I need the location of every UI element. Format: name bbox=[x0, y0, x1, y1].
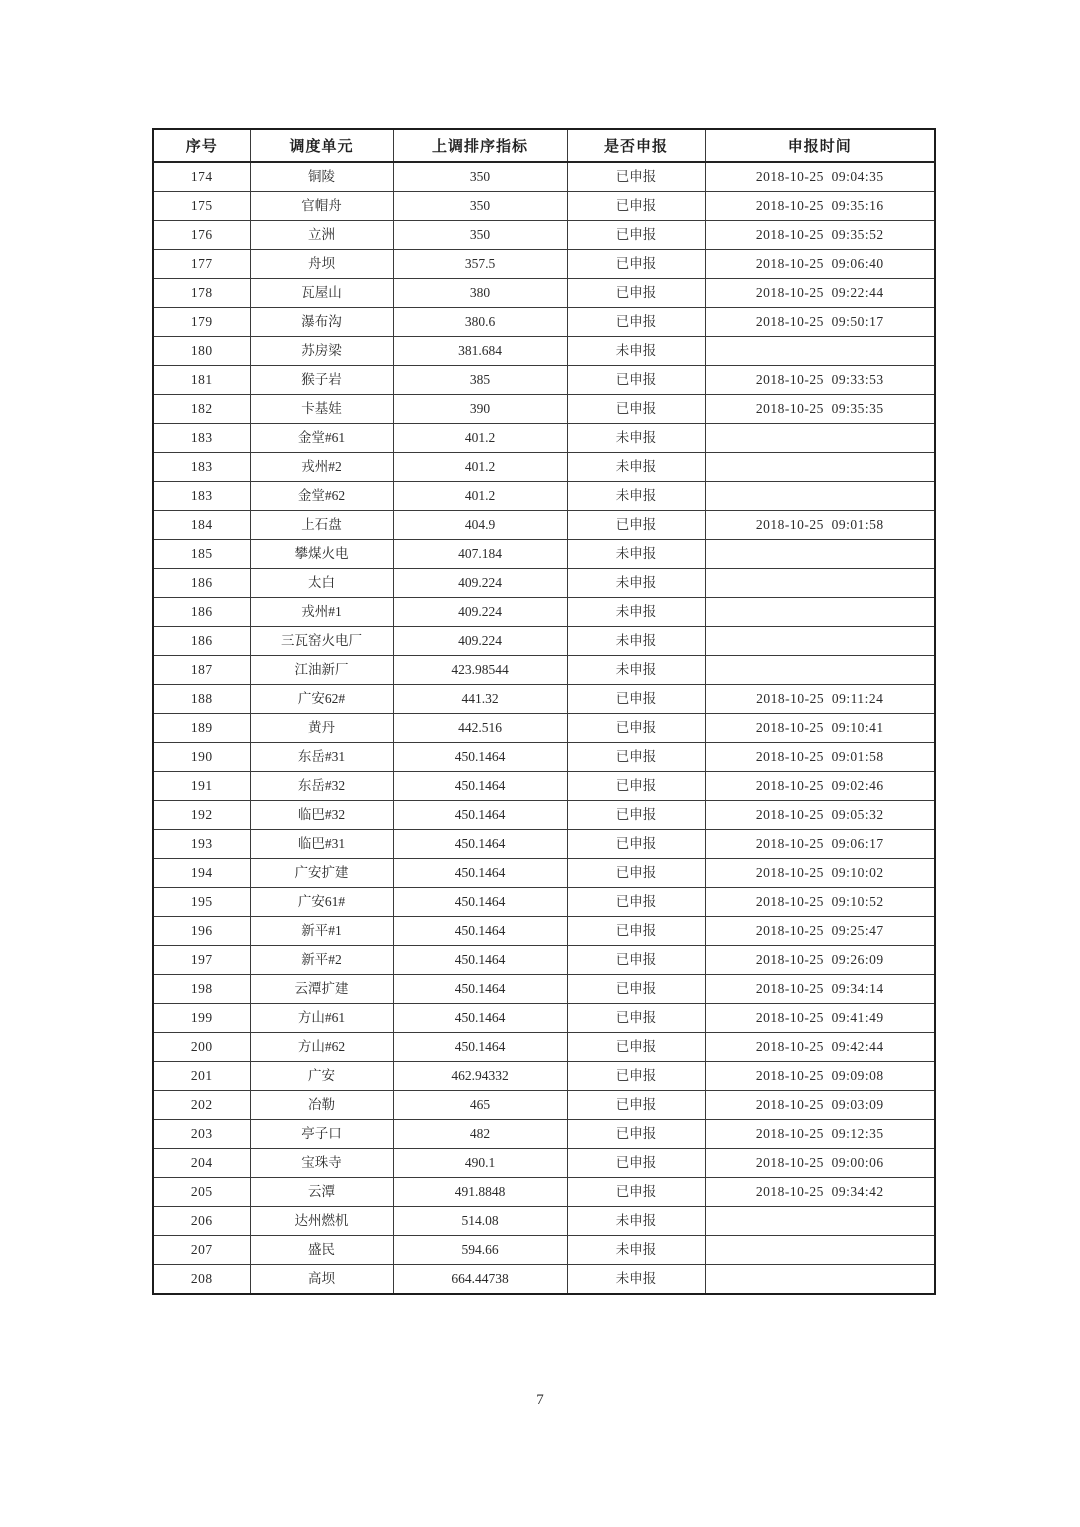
cell-declared: 已申报 bbox=[567, 685, 705, 714]
cell-index: 177 bbox=[153, 250, 250, 279]
cell-indicator: 390 bbox=[393, 395, 567, 424]
table-row bbox=[153, 1004, 935, 1033]
cell-declared: 已申报 bbox=[567, 1120, 705, 1149]
column-header-index: 序号 bbox=[153, 129, 250, 162]
cell-time bbox=[705, 540, 935, 569]
cell-unit: 亭子口 bbox=[250, 1120, 393, 1149]
cell-unit: 太白 bbox=[250, 569, 393, 598]
cell-index: 200 bbox=[153, 1033, 250, 1062]
cell-declared: 已申报 bbox=[567, 917, 705, 946]
cell-unit: 临巴#32 bbox=[250, 801, 393, 830]
cell-declared: 未申报 bbox=[567, 598, 705, 627]
cell-indicator: 450.1464 bbox=[393, 888, 567, 917]
table-row bbox=[153, 482, 935, 511]
table-row bbox=[153, 1033, 935, 1062]
cell-indicator: 514.08 bbox=[393, 1207, 567, 1236]
cell-index: 199 bbox=[153, 1004, 250, 1033]
table-row bbox=[153, 540, 935, 569]
table-row bbox=[153, 975, 935, 1004]
cell-index: 188 bbox=[153, 685, 250, 714]
cell-index: 183 bbox=[153, 424, 250, 453]
cell-time bbox=[705, 337, 935, 366]
cell-index: 203 bbox=[153, 1120, 250, 1149]
table-body bbox=[153, 162, 935, 1294]
cell-unit: 猴子岩 bbox=[250, 366, 393, 395]
cell-index: 183 bbox=[153, 482, 250, 511]
cell-unit: 东岳#32 bbox=[250, 772, 393, 801]
cell-time: 2018-10-25 09:50:17 bbox=[705, 308, 935, 337]
cell-index: 204 bbox=[153, 1149, 250, 1178]
table-row bbox=[153, 250, 935, 279]
table-row bbox=[153, 569, 935, 598]
cell-time: 2018-10-25 09:06:40 bbox=[705, 250, 935, 279]
table-row bbox=[153, 830, 935, 859]
cell-time: 2018-10-25 09:10:52 bbox=[705, 888, 935, 917]
cell-time bbox=[705, 569, 935, 598]
cell-unit: 金堂#61 bbox=[250, 424, 393, 453]
cell-time bbox=[705, 656, 935, 685]
table-row bbox=[153, 627, 935, 656]
cell-indicator: 441.32 bbox=[393, 685, 567, 714]
cell-declared: 已申报 bbox=[567, 511, 705, 540]
cell-indicator: 407.184 bbox=[393, 540, 567, 569]
cell-indicator: 490.1 bbox=[393, 1149, 567, 1178]
cell-declared: 已申报 bbox=[567, 975, 705, 1004]
cell-unit: 铜陵 bbox=[250, 162, 393, 192]
cell-unit: 戎州#1 bbox=[250, 598, 393, 627]
cell-unit: 方山#61 bbox=[250, 1004, 393, 1033]
cell-indicator: 450.1464 bbox=[393, 830, 567, 859]
cell-time bbox=[705, 1207, 935, 1236]
cell-time: 2018-10-25 09:35:16 bbox=[705, 192, 935, 221]
cell-index: 196 bbox=[153, 917, 250, 946]
cell-index: 202 bbox=[153, 1091, 250, 1120]
cell-unit: 舟坝 bbox=[250, 250, 393, 279]
cell-declared: 未申报 bbox=[567, 1236, 705, 1265]
cell-indicator: 409.224 bbox=[393, 569, 567, 598]
cell-unit: 戎州#2 bbox=[250, 453, 393, 482]
column-header-indicator: 上调排序指标 bbox=[393, 129, 567, 162]
column-header-declared: 是否申报 bbox=[567, 129, 705, 162]
cell-indicator: 385 bbox=[393, 366, 567, 395]
cell-time bbox=[705, 1265, 935, 1295]
cell-time: 2018-10-25 09:34:14 bbox=[705, 975, 935, 1004]
cell-unit: 云潭 bbox=[250, 1178, 393, 1207]
cell-index: 179 bbox=[153, 308, 250, 337]
cell-time: 2018-10-25 09:01:58 bbox=[705, 743, 935, 772]
table-row bbox=[153, 743, 935, 772]
cell-time: 2018-10-25 09:06:17 bbox=[705, 830, 935, 859]
table-row bbox=[153, 1120, 935, 1149]
cell-declared: 未申报 bbox=[567, 1207, 705, 1236]
cell-indicator: 409.224 bbox=[393, 598, 567, 627]
cell-unit: 新平#1 bbox=[250, 917, 393, 946]
cell-time: 2018-10-25 09:42:44 bbox=[705, 1033, 935, 1062]
cell-declared: 已申报 bbox=[567, 221, 705, 250]
cell-indicator: 450.1464 bbox=[393, 946, 567, 975]
cell-time: 2018-10-25 09:22:44 bbox=[705, 279, 935, 308]
cell-declared: 未申报 bbox=[567, 424, 705, 453]
table-row bbox=[153, 714, 935, 743]
cell-indicator: 450.1464 bbox=[393, 917, 567, 946]
cell-unit: 攀煤火电 bbox=[250, 540, 393, 569]
cell-index: 180 bbox=[153, 337, 250, 366]
cell-index: 186 bbox=[153, 569, 250, 598]
cell-declared: 已申报 bbox=[567, 366, 705, 395]
table-row bbox=[153, 946, 935, 975]
cell-indicator: 594.66 bbox=[393, 1236, 567, 1265]
cell-time bbox=[705, 627, 935, 656]
table-row bbox=[153, 1178, 935, 1207]
cell-time: 2018-10-25 09:12:35 bbox=[705, 1120, 935, 1149]
cell-declared: 已申报 bbox=[567, 1149, 705, 1178]
cell-time: 2018-10-25 09:26:09 bbox=[705, 946, 935, 975]
cell-indicator: 450.1464 bbox=[393, 743, 567, 772]
cell-declared: 未申报 bbox=[567, 453, 705, 482]
cell-indicator: 401.2 bbox=[393, 453, 567, 482]
cell-unit: 金堂#62 bbox=[250, 482, 393, 511]
cell-index: 175 bbox=[153, 192, 250, 221]
cell-indicator: 664.44738 bbox=[393, 1265, 567, 1295]
cell-indicator: 491.8848 bbox=[393, 1178, 567, 1207]
cell-unit: 卡基娃 bbox=[250, 395, 393, 424]
table-header bbox=[153, 129, 935, 162]
table-row bbox=[153, 1236, 935, 1265]
cell-index: 181 bbox=[153, 366, 250, 395]
cell-index: 182 bbox=[153, 395, 250, 424]
cell-indicator: 450.1464 bbox=[393, 1004, 567, 1033]
cell-indicator: 404.9 bbox=[393, 511, 567, 540]
table-row bbox=[153, 1207, 935, 1236]
table-header-row bbox=[153, 129, 935, 162]
cell-unit: 上石盘 bbox=[250, 511, 393, 540]
cell-index: 176 bbox=[153, 221, 250, 250]
table-row bbox=[153, 192, 935, 221]
cell-index: 197 bbox=[153, 946, 250, 975]
table-row bbox=[153, 1265, 935, 1295]
cell-time: 2018-10-25 09:10:02 bbox=[705, 859, 935, 888]
cell-indicator: 380.6 bbox=[393, 308, 567, 337]
table-row bbox=[153, 279, 935, 308]
cell-time: 2018-10-25 09:11:24 bbox=[705, 685, 935, 714]
cell-time bbox=[705, 424, 935, 453]
column-header-unit: 调度单元 bbox=[250, 129, 393, 162]
cell-declared: 已申报 bbox=[567, 1004, 705, 1033]
cell-declared: 已申报 bbox=[567, 192, 705, 221]
cell-indicator: 381.684 bbox=[393, 337, 567, 366]
cell-time: 2018-10-25 09:33:53 bbox=[705, 366, 935, 395]
cell-time: 2018-10-25 09:02:46 bbox=[705, 772, 935, 801]
cell-indicator: 442.516 bbox=[393, 714, 567, 743]
cell-declared: 已申报 bbox=[567, 772, 705, 801]
cell-time: 2018-10-25 09:05:32 bbox=[705, 801, 935, 830]
cell-time: 2018-10-25 09:41:49 bbox=[705, 1004, 935, 1033]
cell-declared: 已申报 bbox=[567, 830, 705, 859]
table-row bbox=[153, 656, 935, 685]
cell-declared: 已申报 bbox=[567, 743, 705, 772]
cell-time: 2018-10-25 09:09:08 bbox=[705, 1062, 935, 1091]
cell-declared: 已申报 bbox=[567, 250, 705, 279]
cell-time: 2018-10-25 09:01:58 bbox=[705, 511, 935, 540]
table-row bbox=[153, 685, 935, 714]
cell-index: 185 bbox=[153, 540, 250, 569]
cell-index: 207 bbox=[153, 1236, 250, 1265]
cell-indicator: 409.224 bbox=[393, 627, 567, 656]
cell-declared: 未申报 bbox=[567, 627, 705, 656]
cell-index: 183 bbox=[153, 453, 250, 482]
cell-declared: 已申报 bbox=[567, 1033, 705, 1062]
table-row bbox=[153, 424, 935, 453]
cell-time bbox=[705, 598, 935, 627]
table-row bbox=[153, 366, 935, 395]
cell-time: 2018-10-25 09:10:41 bbox=[705, 714, 935, 743]
cell-time: 2018-10-25 09:00:06 bbox=[705, 1149, 935, 1178]
cell-indicator: 423.98544 bbox=[393, 656, 567, 685]
cell-index: 186 bbox=[153, 627, 250, 656]
cell-indicator: 450.1464 bbox=[393, 975, 567, 1004]
cell-index: 193 bbox=[153, 830, 250, 859]
cell-unit: 高坝 bbox=[250, 1265, 393, 1295]
cell-indicator: 357.5 bbox=[393, 250, 567, 279]
cell-declared: 已申报 bbox=[567, 714, 705, 743]
cell-index: 174 bbox=[153, 162, 250, 192]
cell-index: 195 bbox=[153, 888, 250, 917]
cell-indicator: 401.2 bbox=[393, 424, 567, 453]
cell-indicator: 401.2 bbox=[393, 482, 567, 511]
cell-unit: 瀑布沟 bbox=[250, 308, 393, 337]
cell-time: 2018-10-25 09:34:42 bbox=[705, 1178, 935, 1207]
cell-index: 190 bbox=[153, 743, 250, 772]
cell-time: 2018-10-25 09:03:09 bbox=[705, 1091, 935, 1120]
cell-unit: 立洲 bbox=[250, 221, 393, 250]
cell-declared: 已申报 bbox=[567, 308, 705, 337]
cell-unit: 广安 bbox=[250, 1062, 393, 1091]
table-row bbox=[153, 1091, 935, 1120]
cell-declared: 已申报 bbox=[567, 801, 705, 830]
cell-index: 191 bbox=[153, 772, 250, 801]
cell-unit: 苏房梁 bbox=[250, 337, 393, 366]
cell-unit: 瓦屋山 bbox=[250, 279, 393, 308]
cell-index: 187 bbox=[153, 656, 250, 685]
cell-unit: 新平#2 bbox=[250, 946, 393, 975]
dispatch-units-table bbox=[152, 128, 936, 1295]
table-row bbox=[153, 221, 935, 250]
cell-declared: 已申报 bbox=[567, 888, 705, 917]
cell-indicator: 350 bbox=[393, 221, 567, 250]
cell-unit: 广安61# bbox=[250, 888, 393, 917]
cell-index: 186 bbox=[153, 598, 250, 627]
cell-declared: 已申报 bbox=[567, 1178, 705, 1207]
table-row bbox=[153, 917, 935, 946]
cell-declared: 未申报 bbox=[567, 1265, 705, 1295]
cell-index: 178 bbox=[153, 279, 250, 308]
cell-declared: 未申报 bbox=[567, 656, 705, 685]
cell-indicator: 350 bbox=[393, 192, 567, 221]
cell-indicator: 380 bbox=[393, 279, 567, 308]
table-row bbox=[153, 308, 935, 337]
cell-unit: 东岳#31 bbox=[250, 743, 393, 772]
cell-declared: 已申报 bbox=[567, 162, 705, 192]
cell-index: 201 bbox=[153, 1062, 250, 1091]
cell-unit: 方山#62 bbox=[250, 1033, 393, 1062]
cell-index: 192 bbox=[153, 801, 250, 830]
table-row bbox=[153, 1149, 935, 1178]
table-row bbox=[153, 395, 935, 424]
cell-unit: 宝珠寺 bbox=[250, 1149, 393, 1178]
cell-unit: 三瓦窑火电厂 bbox=[250, 627, 393, 656]
table-row bbox=[153, 162, 935, 192]
cell-index: 189 bbox=[153, 714, 250, 743]
page-number: 7 bbox=[536, 1392, 544, 1408]
cell-unit: 冶勒 bbox=[250, 1091, 393, 1120]
cell-time: 2018-10-25 09:04:35 bbox=[705, 162, 935, 192]
cell-indicator: 450.1464 bbox=[393, 772, 567, 801]
table-row bbox=[153, 772, 935, 801]
cell-time: 2018-10-25 09:35:35 bbox=[705, 395, 935, 424]
cell-time bbox=[705, 453, 935, 482]
cell-declared: 已申报 bbox=[567, 859, 705, 888]
cell-indicator: 465 bbox=[393, 1091, 567, 1120]
cell-unit: 广安62# bbox=[250, 685, 393, 714]
cell-unit: 云潭扩建 bbox=[250, 975, 393, 1004]
table-row bbox=[153, 511, 935, 540]
cell-declared: 已申报 bbox=[567, 279, 705, 308]
cell-unit: 达州燃机 bbox=[250, 1207, 393, 1236]
cell-unit: 江油新厂 bbox=[250, 656, 393, 685]
cell-index: 194 bbox=[153, 859, 250, 888]
cell-index: 208 bbox=[153, 1265, 250, 1295]
cell-time: 2018-10-25 09:35:52 bbox=[705, 221, 935, 250]
cell-unit: 盛民 bbox=[250, 1236, 393, 1265]
cell-declared: 已申报 bbox=[567, 1091, 705, 1120]
cell-indicator: 482 bbox=[393, 1120, 567, 1149]
cell-declared: 未申报 bbox=[567, 569, 705, 598]
cell-index: 198 bbox=[153, 975, 250, 1004]
table-row bbox=[153, 337, 935, 366]
cell-time bbox=[705, 1236, 935, 1265]
cell-declared: 未申报 bbox=[567, 482, 705, 511]
cell-time bbox=[705, 482, 935, 511]
cell-declared: 未申报 bbox=[567, 540, 705, 569]
cell-declared: 已申报 bbox=[567, 395, 705, 424]
cell-indicator: 462.94332 bbox=[393, 1062, 567, 1091]
cell-indicator: 450.1464 bbox=[393, 1033, 567, 1062]
cell-unit: 广安扩建 bbox=[250, 859, 393, 888]
cell-unit: 临巴#31 bbox=[250, 830, 393, 859]
cell-unit: 黄丹 bbox=[250, 714, 393, 743]
column-header-time: 申报时间 bbox=[705, 129, 935, 162]
cell-declared: 已申报 bbox=[567, 946, 705, 975]
table-row bbox=[153, 1062, 935, 1091]
table-row bbox=[153, 801, 935, 830]
cell-indicator: 450.1464 bbox=[393, 801, 567, 830]
cell-index: 206 bbox=[153, 1207, 250, 1236]
cell-unit: 官帽舟 bbox=[250, 192, 393, 221]
cell-time: 2018-10-25 09:25:47 bbox=[705, 917, 935, 946]
cell-indicator: 350 bbox=[393, 162, 567, 192]
cell-indicator: 450.1464 bbox=[393, 859, 567, 888]
table-row bbox=[153, 598, 935, 627]
table-row bbox=[153, 453, 935, 482]
table-row bbox=[153, 859, 935, 888]
table-row bbox=[153, 888, 935, 917]
cell-index: 184 bbox=[153, 511, 250, 540]
cell-declared: 已申报 bbox=[567, 1062, 705, 1091]
cell-index: 205 bbox=[153, 1178, 250, 1207]
cell-declared: 未申报 bbox=[567, 337, 705, 366]
